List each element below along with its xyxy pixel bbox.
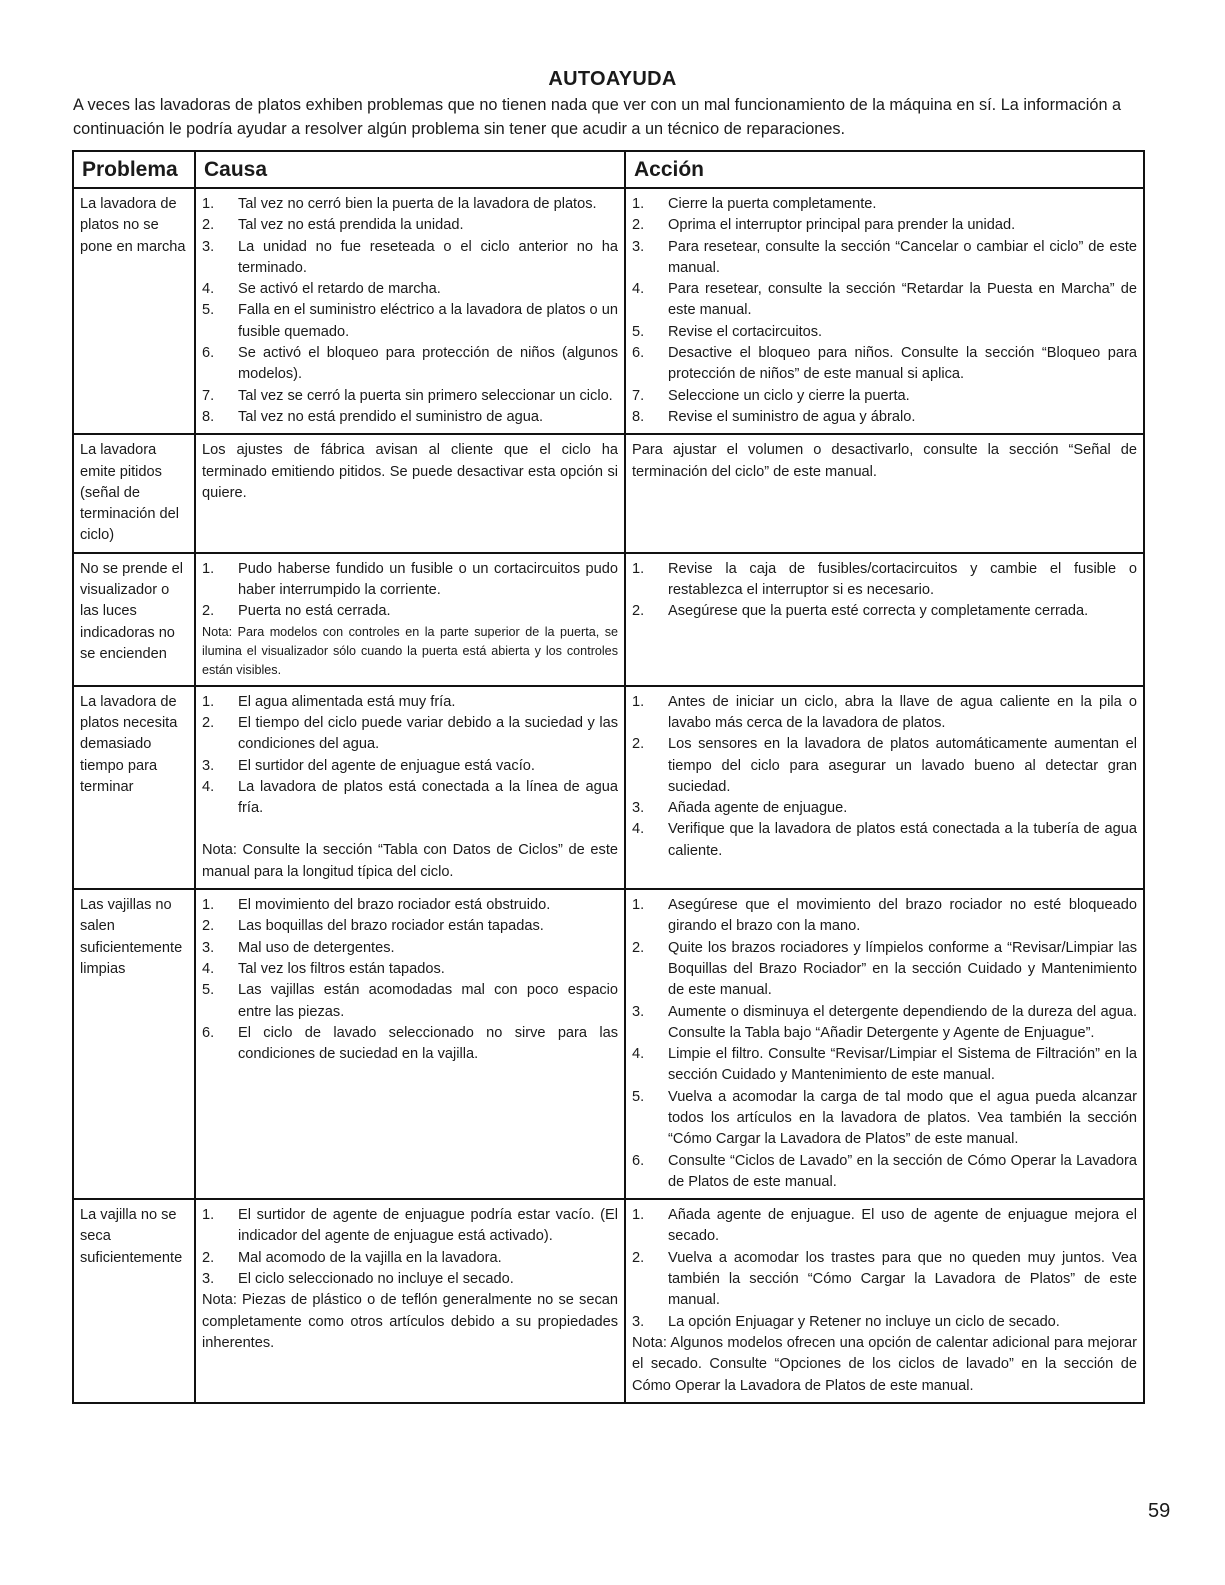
cause-number: 1. [202,196,215,212]
action-text: Los sensores en la lavadora de platos automáticamente aumentan el tiempo del ciclo para asegurar un lavado bueno al detectar gran suciedad. [668,736,1137,795]
cause-item [202,916,618,937]
table-row [73,188,1144,434]
action-text: Limpie el filtro. Consulte “Revisar/Limpiar el Sistema de Filtración” en la sección Cuidado y Mantenimiento de este manual. [668,1046,1137,1084]
cause-item [202,559,618,602]
action-text: Cierre la puerta completamente. [668,196,877,212]
cause-item [202,601,618,622]
action-number: 1. [632,897,645,914]
cause-cell [195,434,625,552]
action-text: Quite los brazos rociadores y límpielos conforme a “Revisar/Limpiar las Boquillas del Brazo Rociador” en la sección Cuidado y Mantenimiento de este manual. [668,939,1137,999]
header-cause: Causa [195,151,625,188]
cause-text: Los ajustes de fábrica avisan al cliente que el ciclo ha terminado emitiendo pitidos. Se puede desactivar esta opción si quiere. [202,442,618,501]
cause-cell [195,188,625,434]
problem-cell: La lavadora emite pitidos (señal de terminación del ciclo) [73,434,195,552]
action-text: Revise la caja de fusibles/cortacircuitos y cambie el fusible o restablezca el interruptor si es necesario. [668,560,1137,599]
problem-cell: Las vajillas no salen suficientemente limpias [73,889,195,1199]
cause-text: Puerta no está cerrada. [238,603,391,620]
cause-list [202,559,618,623]
cause-item [202,959,618,980]
action-number: 3. [632,1313,645,1330]
action-text: La opción Enjuagar y Retener no incluye un ciclo de secado. [668,1313,1060,1330]
action-text: Seleccione un ciclo y cierre la puerta. [668,387,910,404]
action-cell [625,434,1144,552]
cause-text: El ciclo seleccionado no incluye el secado. [238,1271,514,1288]
cause-item [202,215,618,236]
table-row [73,1199,1144,1403]
cause-text: El surtidor del agente de enjuague está vacío. [238,757,535,774]
action-text: Revise el cortacircuitos. [668,323,823,340]
header-problem: Problema [73,151,195,188]
intro-paragraph: A veces las lavadoras de platos exhiben problemas que no tienen nada que ver con un mal funcionamiento de la máquina en sí. La información a continuación le podría ayudar a resolver algún problema sin tener que acudir a un técnico de reparaciones. [73,96,1122,138]
action-text: Consulte “Ciclos de Lavado” en la sección de Cómo Operar la Lavadora de Platos de este manual. [668,1152,1137,1190]
cause-text: Pudo haberse fundido un fusible o un cortacircuitos pudo haber interrumpido la corriente. [238,560,618,599]
action-item [632,237,1137,280]
problem-cell: La lavadora de platos necesita demasiado tiempo para terminar [73,686,195,889]
action-item [632,1151,1137,1194]
troubleshooting-table [72,150,1145,1404]
cause-number: 3. [202,1271,215,1288]
cause-item [202,692,618,713]
cause-text: Las vajillas están acomodadas mal con poco espacio entre las piezas. [238,982,618,1020]
cause-text: Tal vez no cerró bien la puerta de la lavadora de platos. [238,196,597,212]
cause-number: 2. [202,603,215,620]
cause-list [202,692,618,820]
cause-note: Nota: Para modelos con controles en la parte superior de la puerta, se ilumina el visualizador sólo cuando la puerta está abierta y los controles están visibles. [202,624,618,677]
action-text: Para ajustar el volumen o desactivarlo, consulte la sección “Señal de terminación del ciclo” de este manual. [632,442,1137,480]
cause-number: 3. [202,757,215,774]
cause-number: 6. [202,345,215,362]
cause-item [202,895,618,916]
cause-text: Tal vez no está prendido el suministro de agua. [238,408,544,425]
table-row [73,434,1144,552]
action-number: 1. [632,560,645,577]
action-cell [625,686,1144,889]
action-cell [625,553,1144,686]
action-number: 5. [632,323,645,340]
cause-number: 4. [202,778,215,795]
problem-cell: No se prende el visualizador o las luces indicadoras no se encienden [73,553,195,686]
action-number: 4. [632,1046,645,1063]
cause-number: 2. [202,918,215,935]
cause-text: Mal acomodo de la vajilla en la lavadora. [238,1249,502,1266]
cause-text: El agua alimentada está muy fría. [238,693,456,710]
cause-text: El tiempo del ciclo puede variar debido a la suciedad y las condiciones del agua. [238,714,618,753]
cause-item [202,980,618,1023]
cause-item [202,938,618,959]
action-item [632,692,1137,735]
table-header-row [73,151,1144,188]
cause-item [202,279,618,300]
action-text: Para resetear, consulte la sección “Retardar la Puesta en Marcha” de este manual. [668,281,1137,319]
cause-number: 1. [202,1207,215,1224]
cause-item [202,1205,618,1248]
cause-text: Mal uso de detergentes. [238,939,395,956]
action-item [632,798,1137,819]
action-text: Añada agente de enjuague. El uso de agente de enjuague mejora el secado. [668,1207,1137,1245]
action-item [632,559,1137,602]
action-item [632,819,1137,862]
cause-number: 5. [202,302,215,319]
action-list [632,1205,1137,1333]
action-cell [625,889,1144,1199]
action-text: Revise el suministro de agua y ábralo. [668,408,916,425]
action-cell [625,188,1144,434]
action-number: 4. [632,821,645,838]
action-text: Oprima el interruptor principal para prender la unidad. [668,217,1016,234]
cause-item [202,194,618,215]
action-number: 1. [632,1207,645,1224]
action-item [632,895,1137,938]
cause-text: Falla en el suministro eléctrico a la lavadora de platos o un fusible quemado. [238,302,618,340]
action-number: 6. [632,345,645,362]
action-item [632,734,1137,798]
problem-cell: La lavadora de platos no se pone en marcha [73,188,195,434]
cause-text: Se activó el bloqueo para protección de niños (algunos modelos). [238,345,618,383]
action-text: Añada agente de enjuague. [668,800,848,817]
cause-number: 2. [202,714,215,731]
cause-number: 1. [202,693,215,710]
cause-item [202,777,618,820]
cause-item [202,1269,618,1290]
action-number: 1. [632,196,645,212]
action-item [632,1205,1137,1248]
cause-number: 2. [202,1249,215,1266]
cause-list [202,194,618,428]
cause-text: Tal vez los filtros están tapados. [238,960,445,977]
action-number: 2. [632,1249,645,1266]
cause-item [202,1023,618,1066]
action-number: 3. [632,1003,645,1020]
cause-item [202,713,618,756]
action-item [632,407,1137,428]
action-item [632,194,1137,215]
action-item [632,601,1137,622]
action-number: 2. [632,939,645,956]
action-list [632,559,1137,623]
cause-cell [195,889,625,1199]
cause-number: 3. [202,939,215,956]
action-number: 4. [632,281,645,298]
action-text: Asegúrese que el movimiento del brazo rociador no esté bloqueado girando el brazo con la mano. [668,897,1137,935]
action-text: Vuelva a acomodar la carga de tal modo que el agua pueda alcanzar todos los artículos en la lavadora de platos. Vea también la sección “Cómo Cargar la Lavadora de Platos” de este manual. [668,1088,1137,1148]
action-item [632,386,1137,407]
cause-number: 8. [202,408,215,425]
action-item [632,1248,1137,1312]
action-list [632,194,1137,428]
cause-number: 4. [202,960,215,977]
action-number: 3. [632,800,645,817]
cause-number: 4. [202,281,215,298]
cause-item [202,407,618,428]
cause-text: La unidad no fue reseteada o el ciclo anterior no ha terminado. [238,238,618,276]
cause-text: Tal vez no está prendida la unidad. [238,217,464,234]
cause-item [202,1248,618,1269]
action-text: Aumente o disminuya el detergente dependiendo de la dureza del agua. Consulte la Tabla bajo “Añadir Detergente y Agente de Enjuague”. [668,1003,1137,1041]
cause-text: La lavadora de platos está conectada a la línea de agua fría. [238,778,618,817]
action-text: Verifique que la lavadora de platos está conectada a la tubería de agua caliente. [668,821,1137,859]
action-number: 2. [632,217,645,234]
action-list [632,895,1137,1193]
action-text: Antes de iniciar un ciclo, abra la llave de agua caliente en la pila o lavabo más cerca de la lavadora de platos. [668,693,1137,731]
action-item [632,322,1137,343]
cause-number: 2. [202,217,215,234]
cause-number: 1. [202,560,215,577]
cause-note: Nota: Piezas de plástico o de teflón generalmente no se secan completamente como otros artículos debido a su propiedades inherentes. [202,1292,618,1351]
action-number: 2. [632,603,645,620]
cause-item [202,300,618,343]
cause-text: Tal vez se cerró la puerta sin primero seleccionar un ciclo. [238,387,613,404]
cause-note: Nota: Consulte la sección “Tabla con Datos de Ciclos” de este manual para la longitud típica del ciclo. [202,842,618,880]
cause-item [202,237,618,280]
cause-text: El movimiento del brazo rociador está obstruido. [238,897,551,914]
page-title: AUTOAYUDA [548,68,677,90]
action-number: 6. [632,1152,645,1169]
problem-cell: La vajilla no se seca suficientemente [73,1199,195,1403]
action-text: Para resetear, consulte la sección “Cancelar o cambiar el ciclo” de este manual. [668,238,1137,276]
table-row [73,686,1144,889]
action-list [632,692,1137,862]
cause-number: 7. [202,387,215,404]
action-text: Desactive el bloqueo para niños. Consulte la sección “Bloqueo para protección de niños” de este manual si aplica. [668,345,1137,383]
cause-text: Se activó el retardo de marcha. [238,281,441,298]
action-item [632,1044,1137,1087]
action-item [632,1087,1137,1151]
cause-cell [195,553,625,686]
action-item [632,279,1137,322]
action-cell [625,1199,1144,1403]
action-number: 3. [632,238,645,255]
page-number: 59 [1148,1500,1171,1522]
action-number: 5. [632,1088,645,1105]
header-action: Acción [625,151,1144,188]
cause-text: El ciclo de lavado seleccionado no sirve para las condiciones de suciedad en la vajilla. [238,1024,618,1063]
cause-item [202,756,618,777]
cause-item [202,386,618,407]
action-number: 8. [632,408,645,425]
cause-number: 1. [202,897,215,914]
action-number: 2. [632,736,645,753]
cause-item [202,343,618,386]
cause-list [202,1205,618,1290]
cause-text: El surtidor de agente de enjuague podría estar vacío. (El indicador del agente de enjuague está activado). [238,1207,618,1245]
action-note: Nota: Algunos modelos ofrecen una opción de calentar adicional para mejorar el secado. Consulte “Opciones de los ciclos de lavado” en la sección de Cómo Operar la Lavadora de Platos de este manual. [632,1334,1137,1394]
table-row [73,553,1144,686]
cause-cell [195,686,625,889]
action-number: 1. [632,693,645,710]
cause-text: Las boquillas del brazo rociador están tapadas. [238,918,544,935]
cause-number: 6. [202,1024,215,1041]
action-text: Vuelva a acomodar los trastes para que no queden muy juntos. Vea también la sección “Cómo Cargar la Lavadora de Platos” de este manual. [668,1249,1137,1309]
cause-number: 3. [202,238,215,255]
cause-cell [195,1199,625,1403]
table-row [73,889,1144,1199]
cause-number: 5. [202,982,215,999]
cause-list [202,895,618,1065]
action-number: 7. [632,387,645,404]
action-item [632,938,1137,1002]
action-item [632,215,1137,236]
action-text: Asegúrese que la puerta esté correcta y completamente cerrada. [668,603,1089,620]
action-item [632,343,1137,386]
action-item [632,1312,1137,1333]
action-item [632,1002,1137,1045]
